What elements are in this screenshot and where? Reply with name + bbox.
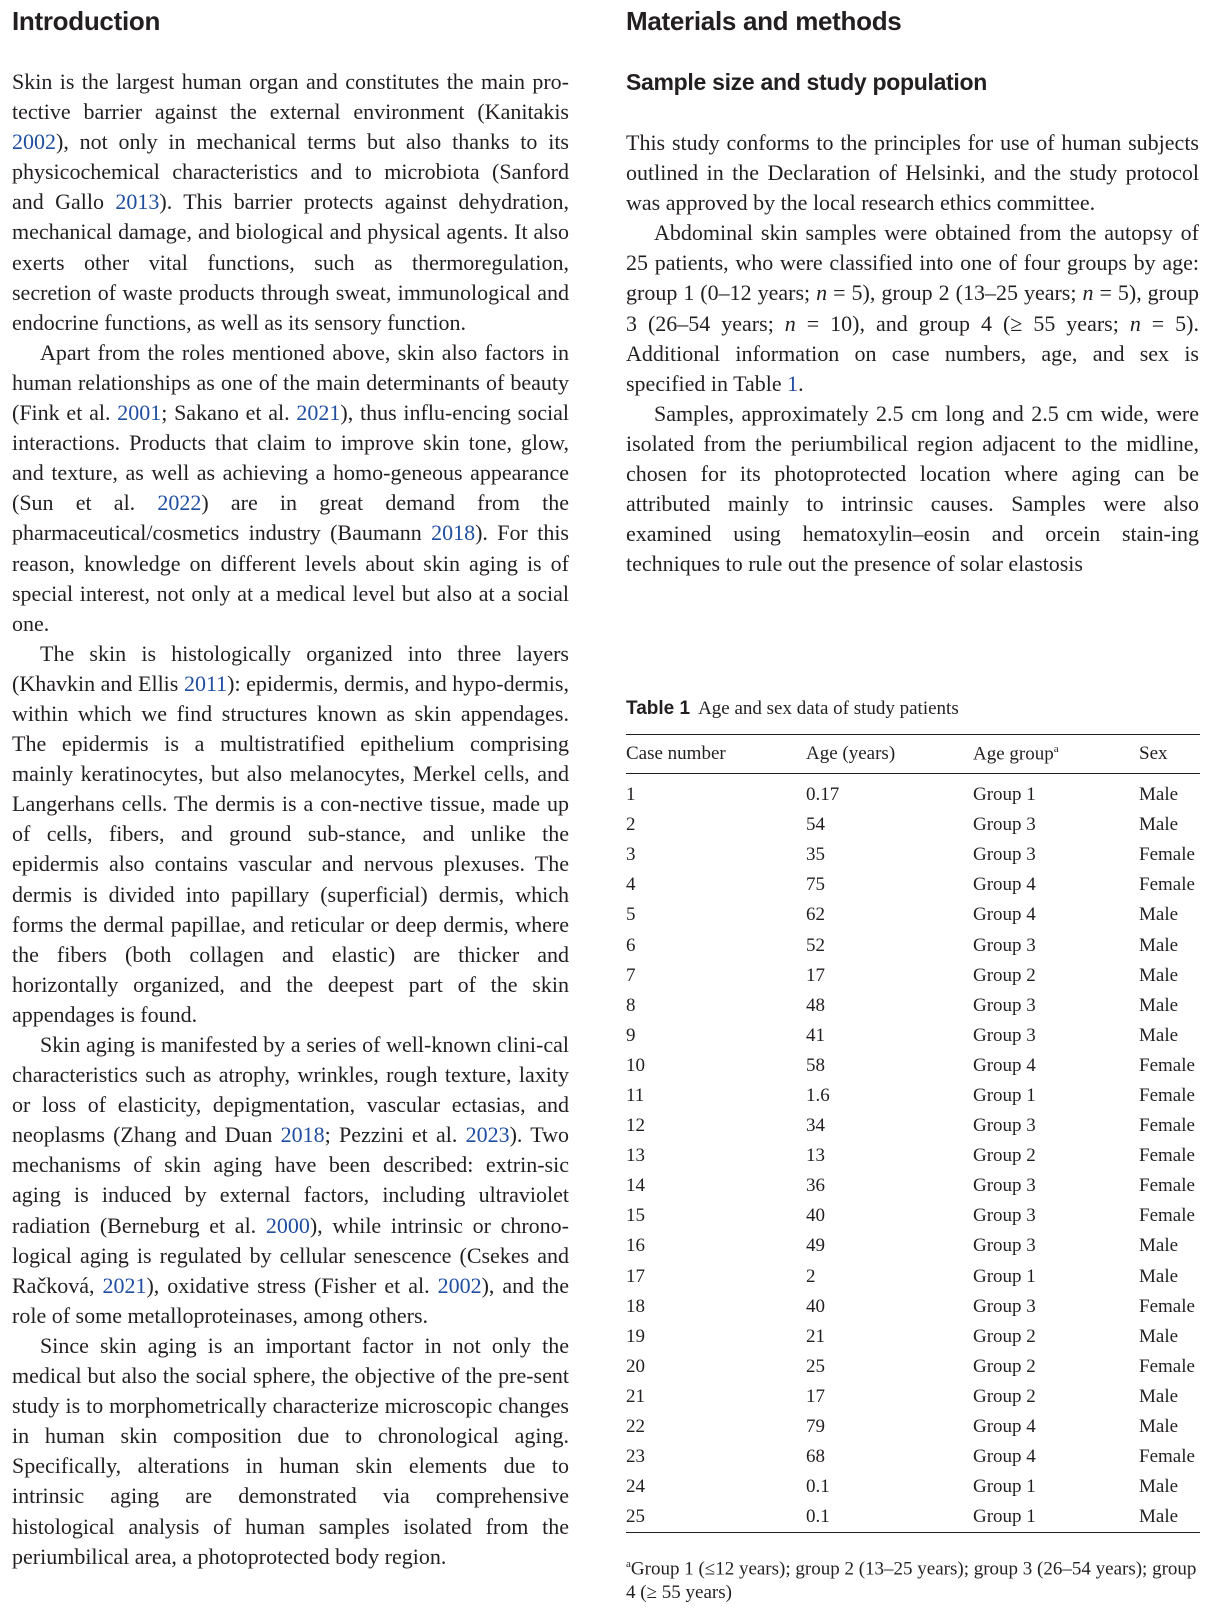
table-row (626, 810, 1200, 840)
cell-age: 79 (806, 1416, 825, 1438)
cell-age-group: Group 4 (973, 874, 1036, 896)
cell-age: 62 (806, 904, 825, 926)
footnote-sup: a (626, 1558, 631, 1570)
cell-age: 40 (806, 1295, 825, 1317)
cell-sex: Female (1139, 1175, 1195, 1197)
table-row (626, 1472, 1200, 1502)
table-row (626, 1412, 1200, 1442)
cell-sex: Male (1139, 1385, 1179, 1407)
cell-age-group: Group 2 (973, 1385, 1036, 1407)
introduction-heading: Introduction (12, 6, 161, 36)
footnote-text: Group 1 (≤12 years); group 2 (13–25 years); group 3 (26–54 years); group 4 (≥ 55 years) (626, 1558, 1197, 1604)
cell-age: 25 (806, 1355, 825, 1377)
cell-sex: Female (1139, 1355, 1195, 1377)
table-row (626, 930, 1200, 960)
table-label: Table 1 (626, 698, 691, 719)
cell-case-number: 9 (626, 1024, 636, 1046)
cell-age: 36 (806, 1175, 825, 1197)
cell-age-group: Group 4 (973, 1054, 1036, 1076)
cell-case-number: 25 (626, 1506, 645, 1528)
table-row (626, 1502, 1200, 1533)
cell-case-number: 5 (626, 904, 636, 926)
cell-age: 0.1 (806, 1506, 830, 1528)
cell-age-group: Group 1 (973, 1084, 1036, 1106)
cell-case-number: 21 (626, 1385, 645, 1407)
table-caption-text: Age and sex data of study patients (698, 698, 959, 719)
cell-case-number: 24 (626, 1476, 645, 1498)
cell-sex: Female (1139, 1205, 1195, 1227)
cell-sex: Male (1139, 1476, 1179, 1498)
citation-link[interactable]: 2002 (12, 129, 56, 155)
cell-age-group: Group 2 (973, 1355, 1036, 1377)
citation-link[interactable]: 2018 (280, 1122, 325, 1148)
cell-sex: Female (1139, 1054, 1195, 1076)
cell-age: 52 (806, 934, 825, 956)
cell-case-number: 8 (626, 994, 636, 1016)
intro-paragraph-3: The skin is histologically organized into three layers (Khavkin and Ellis 2011): epidermis, dermis, and hypo-dermis, within which we find structures known as skin appendages. The epidermis is a multistratified epithelium comprising mainly keratinocytes, but also melanocytes, Merkel cells, and Langerhans cells. The dermis is a con-nective tissue, made up of cells, fibers, and ground sub-stance, and unlike the epidermis also contains vascular and nervous plexuses. The dermis is divided into papillary (superficial) dermis, which forms the dermal papillae, and reticular or deep dermis, where the fibers (both collagen and elastic) are thicker and horizontally organized, and the deepest part of the skin appendages is found. (12, 640, 569, 1027)
table-row (626, 1382, 1200, 1412)
cell-sex: Male (1139, 1506, 1179, 1528)
methods-body (626, 128, 1199, 579)
cell-age: 2 (806, 1265, 816, 1287)
citation-link[interactable]: 2021 (296, 400, 341, 426)
citation-link[interactable]: 2002 (437, 1272, 482, 1298)
cell-age-group: Group 3 (973, 994, 1036, 1016)
introduction-body (12, 67, 569, 1572)
cell-age-group: Group 3 (973, 1205, 1036, 1227)
cell-sex: Female (1139, 844, 1195, 866)
cell-age: 21 (806, 1325, 825, 1347)
cell-age-group: Group 3 (973, 934, 1036, 956)
table-row (626, 1231, 1200, 1261)
cell-age: 0.17 (806, 784, 840, 806)
citation-link[interactable]: 2013 (115, 189, 160, 215)
cell-age-group: Group 2 (973, 1325, 1036, 1347)
header-age-group: Age group$^a$ (973, 742, 1059, 765)
citation-link[interactable]: 2021 (102, 1272, 147, 1298)
cell-age-group: Group 4 (973, 1446, 1036, 1468)
cell-age: 49 (806, 1235, 825, 1257)
cell-age-group: Group 1 (973, 1265, 1036, 1287)
cell-age: 41 (806, 1024, 825, 1046)
cell-age-group: Group 3 (973, 1115, 1036, 1137)
intro-paragraph-2: Apart from the roles mentioned above, skin also factors in human relationships as one of the main determinants of beauty (Fink et al. 2001; Sakano et al. 2021), thus influ-encing social interactions. Products that claim to improve skin tone, glow, and texture, as well as achieving a homo-geneous appearance (Sun et al. 2022) are in great demand from the pharmaceutical/cosmetics industry (Baumann 2018). For this reason, knowledge on different levels about skin aging is of special interest, not only at a medical level but also at a social one. (12, 339, 569, 636)
sample-size-subheading: Sample size and study population (626, 69, 988, 95)
table-row (626, 900, 1200, 930)
table-row (626, 1201, 1200, 1231)
cell-sex: Male (1139, 1265, 1179, 1287)
table-row (626, 1171, 1200, 1201)
cell-age: 35 (806, 844, 825, 866)
cell-sex: Male (1139, 1024, 1179, 1046)
cell-case-number: 14 (626, 1175, 645, 1197)
table-row (626, 1021, 1200, 1051)
table-row (626, 1352, 1200, 1382)
table-row (626, 1081, 1200, 1111)
header-age: Age (years) (806, 743, 896, 764)
cell-case-number: 4 (626, 874, 636, 896)
cell-sex: Male (1139, 904, 1179, 926)
table-footnote (626, 1552, 1200, 1605)
cell-case-number: 17 (626, 1265, 645, 1287)
cell-sex: Female (1139, 1115, 1195, 1137)
age-sex-table (626, 734, 1200, 1533)
cell-case-number: 1 (626, 784, 636, 806)
methods-paragraph-1: This study conforms to the principles for use of human subjects outlined in the Declaration of Helsinki, and the study protocol was approved by the local research ethics committee. (626, 130, 1199, 216)
citation-link[interactable]: 2001 (117, 400, 162, 426)
cell-age: 0.1 (806, 1476, 830, 1498)
cell-age: 40 (806, 1205, 825, 1227)
table-row (626, 774, 1200, 811)
cell-sex: Female (1139, 1446, 1195, 1468)
citation-link[interactable]: 2018 (431, 520, 476, 546)
table-row (626, 1262, 1200, 1292)
cell-age: 13 (806, 1145, 825, 1167)
cell-age: 68 (806, 1446, 825, 1468)
cell-case-number: 19 (626, 1325, 645, 1347)
cell-sex: Male (1139, 934, 1179, 956)
table-row (626, 991, 1200, 1021)
citation-link[interactable]: 2011 (183, 670, 228, 696)
cell-age-group: Group 3 (973, 1295, 1036, 1317)
intro-paragraph-1: Skin is the largest human organ and constitutes the main pro-tective barrier against the external environment (Kanitakis 2002), not only in mechanical terms but also thanks to its physicochemical characteristics and to microbiota (Sanford and Gallo 2013). This barrier protects against dehydration, mechanical damage, and biological and physical agents. It also exerts other vital functions, such as thermoregulation, secretion of waste products through sweat, immunological and endocrine functions, as well as its sensory function. (12, 69, 569, 335)
cell-sex: Male (1139, 814, 1179, 836)
citation-link[interactable]: 2000 (265, 1212, 310, 1238)
cell-sex: Male (1139, 784, 1179, 806)
intro-paragraph-4: Skin aging is manifested by a series of well-known clini-cal characteristics such as atrophy, wrinkles, rough texture, laxity or loss of elasticity, depigmentation, vascular ectasias, and neoplasms (Zhang and Duan 2018; Pezzini et al. 2023). Two mechanisms of skin aging have been described: extrin-sic aging is induced by external factors, including ultraviolet radiation (Berneburg et al. 2000), while intrinsic or chrono-logical aging is regulated by cellular senescence (Csekes and Račková, 2021), oxidative stress (Fisher et al. 2002), and the role of some metalloproteinases, among others. (12, 1032, 570, 1328)
cell-age: 58 (806, 1054, 825, 1076)
cell-age: 17 (806, 964, 825, 986)
cell-age-group: Group 4 (973, 904, 1036, 926)
table-row (626, 1051, 1200, 1081)
table-row (626, 840, 1200, 870)
cell-age: 54 (806, 814, 825, 836)
footnote-marker: a (1053, 742, 1059, 755)
cell-age-group: Group 1 (973, 1476, 1036, 1498)
table-row (626, 1292, 1200, 1322)
cell-case-number: 6 (626, 934, 636, 956)
cell-case-number: 16 (626, 1235, 645, 1257)
table-caption (626, 696, 1196, 722)
cell-age-group: Group 3 (973, 814, 1036, 836)
citation-link[interactable]: 1 (787, 370, 799, 396)
cell-sex: Female (1139, 1295, 1195, 1317)
cell-case-number: 3 (626, 844, 636, 866)
cell-case-number: 15 (626, 1205, 645, 1227)
cell-age-group: Group 2 (973, 1145, 1036, 1167)
intro-paragraph-5: Since skin aging is an important factor in not only the medical but also the social sphere, the objective of the pre-sent study is to morphometrically characterize microscopic changes in human skin composition due to chronological aging. Specifically, alterations in human skin elements due to intrinsic aging are demonstrated via comprehensive histological analysis of human samples isolated from the periumbilical area, a photoprotected body region. (12, 1332, 569, 1569)
methods-paragraph-2: Abdominal skin samples were obtained from the autopsy of 25 patients, who were classified into one of four groups by age: group 1 (0–12 years; n = 5), group 2 (13–25 years; n = 5), group 3 (26–54 years; n = 10), and group 4 (≥ 55 years; n = 5). Additional information on case numbers, age, and sex is specified in Table 1. (626, 220, 1200, 396)
cell-age-group: Group 3 (973, 1175, 1036, 1197)
cell-sex: Male (1139, 1416, 1179, 1438)
cell-age-group: Group 2 (973, 964, 1036, 986)
cell-case-number: 13 (626, 1145, 645, 1167)
cell-age: 17 (806, 1385, 825, 1407)
citation-link[interactable]: 2022 (157, 490, 202, 516)
table-row (626, 1111, 1200, 1141)
table-row (626, 870, 1200, 900)
cell-case-number: 2 (626, 814, 636, 836)
cell-sex: Female (1139, 874, 1195, 896)
table-row (626, 961, 1200, 991)
methods-paragraph-3: Samples, approximately 2.5 cm long and 2.5 cm wide, were isolated from the periumbilical region adjacent to the midline, chosen for its photoprotected location where aging can be attributed mainly to intrinsic causes. Samples were also examined using hematoxylin–eosin and orcein stain-ing techniques to rule out the presence of solar elastosis (626, 400, 1199, 577)
methods-heading: Materials and methods (626, 6, 902, 36)
cell-case-number: 23 (626, 1446, 645, 1468)
cell-age: 75 (806, 874, 825, 896)
cell-sex: Female (1139, 1145, 1195, 1167)
cell-age-group: Group 3 (973, 1024, 1036, 1046)
cell-case-number: 7 (626, 964, 636, 986)
cell-age: 48 (806, 994, 825, 1016)
cell-case-number: 11 (626, 1084, 645, 1106)
cell-age-group: Group 3 (973, 844, 1036, 866)
cell-case-number: 18 (626, 1295, 645, 1317)
cell-case-number: 20 (626, 1355, 645, 1377)
citation-link[interactable]: 2023 (465, 1122, 510, 1148)
cell-case-number: 22 (626, 1416, 645, 1438)
cell-sex: Male (1139, 994, 1179, 1016)
cell-age-group: Group 1 (973, 1506, 1036, 1528)
cell-sex: Male (1139, 1325, 1179, 1347)
cell-case-number: 12 (626, 1115, 645, 1137)
cell-age-group: Group 1 (973, 784, 1036, 806)
header-sex: Sex (1139, 743, 1168, 764)
cell-age: 1.6 (806, 1084, 830, 1106)
table-body (626, 774, 1200, 1533)
cell-sex: Male (1139, 1235, 1179, 1257)
cell-age: 34 (806, 1115, 825, 1137)
cell-sex: Female (1139, 1084, 1195, 1106)
table-header-row (626, 735, 1200, 774)
cell-sex: Male (1139, 964, 1179, 986)
cell-case-number: 10 (626, 1054, 645, 1076)
table-row (626, 1322, 1200, 1352)
cell-age-group: Group 3 (973, 1235, 1036, 1257)
table-row (626, 1442, 1200, 1472)
header-case-number: Case number (626, 743, 726, 764)
table-row (626, 1141, 1200, 1171)
cell-age-group: Group 4 (973, 1416, 1036, 1438)
